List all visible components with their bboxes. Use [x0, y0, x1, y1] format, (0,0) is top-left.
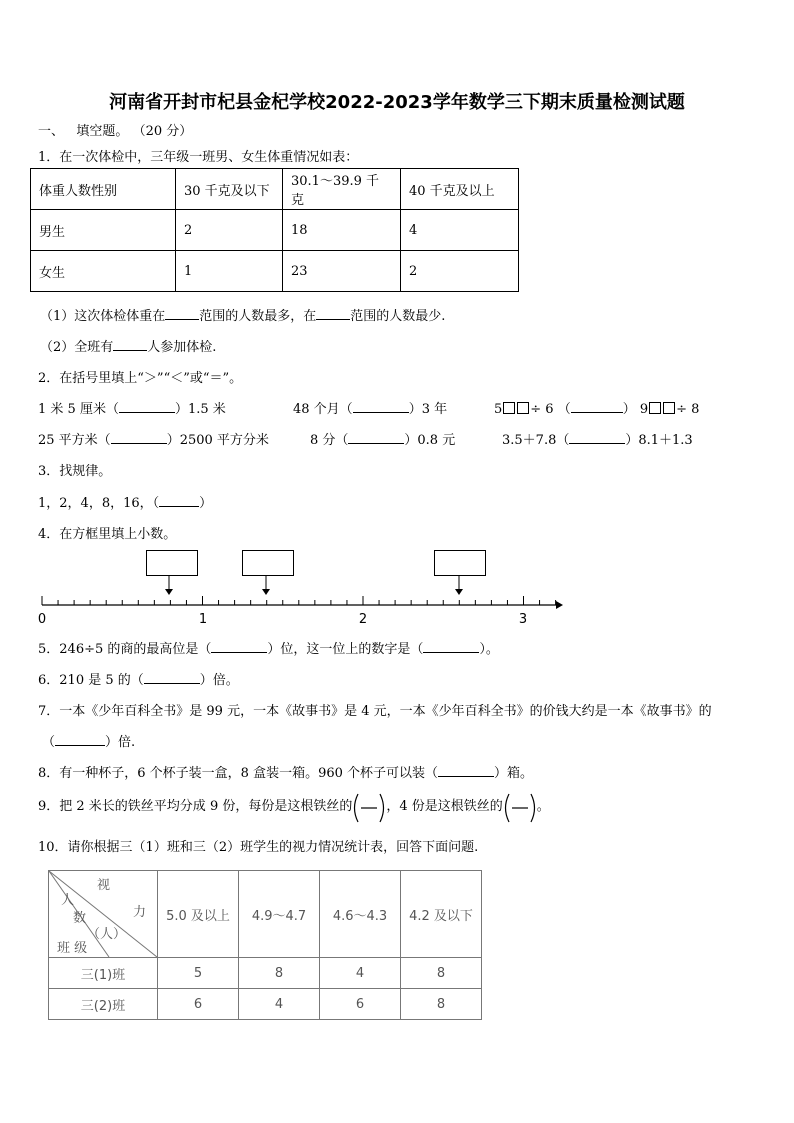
tick-label: 1 — [198, 612, 208, 627]
tick-label: 3 — [518, 612, 528, 627]
table-cell: 6 — [320, 989, 401, 1020]
table-header-cell: 30 千克及以下 — [176, 169, 283, 210]
table-cell: 8 — [239, 958, 320, 989]
pointer-arrow — [455, 589, 463, 595]
decimal-answer-box[interactable] — [242, 550, 294, 576]
answer-blank[interactable] — [113, 338, 147, 351]
corner-label: 视 — [97, 878, 111, 893]
corner-label: 力 — [133, 905, 147, 920]
compare-item: 8 分（ ）0.8 元 — [310, 433, 456, 448]
question-7: 7．一本《少年百科全书》是 99 元，一本《故事书》是 4 元，一本《少年百科全书》的价钱大约是一本《故事书》的 — [38, 704, 712, 719]
table-row — [49, 958, 482, 989]
question-9: 9．把 2 米长的铁丝平均分成 9 份，每份是这根铁丝的 ，4 份是这根铁丝的 。 — [38, 791, 550, 823]
table-cell: 18 — [283, 210, 401, 251]
section-heading: 一、 填空题。 （20 分） — [38, 124, 193, 139]
answer-blank[interactable] — [438, 764, 494, 777]
table-row — [31, 251, 519, 292]
fraction-blank[interactable] — [503, 792, 537, 822]
answer-blank[interactable] — [569, 431, 625, 444]
table-cell: 2 — [176, 210, 283, 251]
digit-box[interactable] — [503, 402, 515, 414]
table-row-label: 三(1)班 — [49, 958, 158, 989]
table-header-cell: 30.1～39.9 千克 — [283, 169, 401, 210]
answer-blank[interactable] — [119, 400, 175, 413]
table-header-cell: 4.2 及以下 — [401, 871, 482, 958]
table-row-label: 三(2)班 — [49, 989, 158, 1020]
compare-item: 1 米 5 厘米（ ）1.5 米 — [38, 402, 226, 417]
question-8: 8．有一种杯子，6 个杯子装一盒，8 盒装一箱。960 个杯子可以装（ ）箱。 — [38, 766, 534, 781]
question-1-stem: 1．在一次体检中，三年级一班男、女生体重情况如表： — [38, 150, 359, 165]
table-cell: 6 — [158, 989, 239, 1020]
table-header-cell: 5.0 及以上 — [158, 871, 239, 958]
corner-label: 班 级 — [57, 941, 88, 956]
answer-blank[interactable] — [571, 400, 623, 413]
table-cell: 4 — [320, 958, 401, 989]
compare-item: 3.5＋7.8（ ）8.1＋1.3 — [502, 433, 693, 448]
table-corner-cell — [49, 871, 158, 958]
table-cell: 男生 — [31, 210, 176, 251]
compare-item: 48 个月（ ）3 年 — [293, 402, 448, 417]
question-6: 6．210 是 5 的（ ）倍。 — [38, 673, 239, 688]
table-header-cell: 4.9～4.7 — [239, 871, 320, 958]
answer-blank[interactable] — [55, 733, 105, 746]
digit-box[interactable] — [649, 402, 661, 414]
question-4-stem: 4．在方框里填上小数。 — [38, 527, 177, 542]
corner-label: 数 — [73, 911, 87, 926]
answer-blank[interactable] — [348, 431, 404, 444]
fraction-blank[interactable] — [352, 792, 386, 822]
table-cell: 4 — [401, 210, 519, 251]
answer-blank[interactable] — [111, 431, 167, 444]
sequence: 1，2，4，8，16，（ ） — [38, 496, 213, 511]
pointer-arrow — [262, 589, 270, 595]
pointer-arrow — [165, 589, 173, 595]
answer-blank[interactable] — [144, 671, 200, 684]
compare-item: 25 平方米（ ）2500 平方分米 — [38, 433, 269, 448]
question-10-stem: 10．请你根据三（1）班和三（2）班学生的视力情况统计表，回答下面问题. — [38, 840, 479, 855]
corner-label: （人） — [87, 927, 127, 942]
table-cell: 4 — [239, 989, 320, 1020]
table-cell: 8 — [401, 989, 482, 1020]
table-cell: 23 — [283, 251, 401, 292]
question-1-sub1: （1）这次体检体重在 范围的人数最多，在 范围的人数最少. — [40, 309, 446, 324]
table-cell: 1 — [176, 251, 283, 292]
answer-blank[interactable] — [165, 307, 199, 320]
weight-table — [30, 168, 519, 292]
digit-box[interactable] — [663, 402, 675, 414]
compare-item: 5 ÷ 6 （ ） 9 ÷ 8 — [494, 402, 700, 417]
question-5: 5．246÷5 的商的最高位是（ ）位，这一位上的数字是（ ）。 — [38, 642, 499, 657]
decimal-answer-box[interactable] — [146, 550, 198, 576]
table-cell: 8 — [401, 958, 482, 989]
answer-blank[interactable] — [316, 307, 350, 320]
question-3-stem: 3．找规律。 — [38, 464, 112, 479]
answer-blank[interactable] — [211, 640, 267, 653]
answer-blank[interactable] — [159, 494, 199, 507]
table-header-cell: 40 千克及以上 — [401, 169, 519, 210]
table-row — [31, 210, 519, 251]
question-2-stem: 2．在括号里填上“＞”“＜”或“＝”。 — [38, 371, 243, 386]
question-7-answer: （ ）倍. — [42, 735, 136, 750]
digit-box[interactable] — [517, 402, 529, 414]
table-cell: 2 — [401, 251, 519, 292]
answer-blank[interactable] — [353, 400, 409, 413]
question-1-sub2: （2）全班有 人参加体检. — [40, 340, 217, 355]
number-line — [0, 574, 794, 634]
table-header-cell: 体重人数性别 — [31, 169, 176, 210]
answer-blank[interactable] — [423, 640, 479, 653]
vision-table — [48, 870, 482, 1020]
table-row — [49, 989, 482, 1020]
page-title: 河南省开封市杞县金杞学校2022-2023学年数学三下期末质量检测试题 — [109, 92, 685, 113]
corner-label: 人 — [61, 893, 75, 908]
tick-label: 2 — [358, 612, 368, 627]
table-cell: 5 — [158, 958, 239, 989]
tick-label: 0 — [37, 612, 47, 627]
decimal-answer-box[interactable] — [434, 550, 486, 576]
table-cell: 女生 — [31, 251, 176, 292]
table-header-cell: 4.6～4.3 — [320, 871, 401, 958]
axis-arrow — [556, 601, 563, 609]
